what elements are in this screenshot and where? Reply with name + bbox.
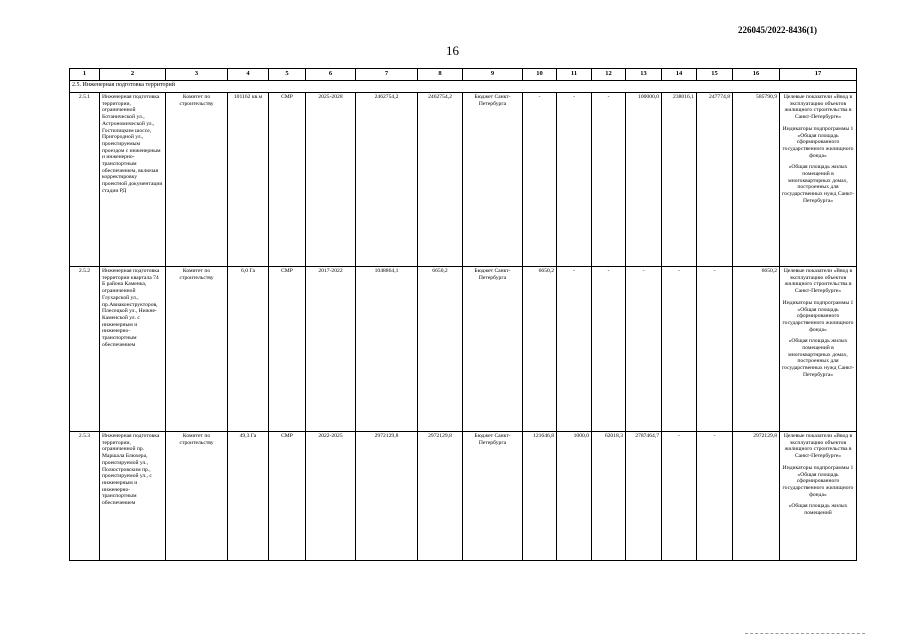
column-number: 1: [70, 69, 100, 81]
period: 2017-2022: [306, 267, 356, 432]
row-number: 2.5.2: [70, 267, 100, 432]
object-name: Инженерная подготовка территории квартала 74 Б района Каменка, ограниченной Глухарской ул., пр.Авиаконструкторов, Плесецкой ул., Нижне-Каменской ул. с инженерным и инженерно-транспортным обеспечением: [100, 267, 166, 432]
funding-source: Бюджет Санкт-Петербурга: [463, 432, 523, 561]
section-title: 2.5. Инженерная подготовка территорий: [70, 81, 857, 93]
year-value: -: [662, 432, 697, 561]
column-number: 2: [100, 69, 166, 81]
year-value: -: [697, 267, 733, 432]
year-value: 62018,3: [592, 432, 626, 561]
table-row: [70, 267, 857, 432]
column-number: 16: [733, 69, 780, 81]
indicator-text: «Общая площадь жилых помещений: [788, 503, 848, 517]
period: 2022-2025: [306, 432, 356, 561]
column-number: 15: [697, 69, 733, 81]
column-number: 5: [269, 69, 306, 81]
year-value: -: [697, 432, 733, 561]
column-number: 13: [626, 69, 662, 81]
row-total: 2972129,8: [733, 432, 780, 561]
indicator-text: Индикаторы подпрограммы 1 «Общая площадь сформированного государственного жилищного фонда»: [782, 125, 854, 159]
table-row: [70, 432, 857, 561]
year-value: 1000,0: [557, 432, 592, 561]
capacity: 49,3 Га: [228, 432, 269, 561]
capacity: 6,0 Га: [228, 267, 269, 432]
indicators: [780, 432, 857, 561]
year-value: 6650,2: [523, 267, 557, 432]
year-value: -: [592, 93, 626, 267]
year-value: -: [523, 93, 557, 267]
year-value: -: [592, 267, 626, 432]
indicator-text: Индикаторы подпрограммы 1 «Общая площадь сформированного государственного жилищного фонда»: [782, 464, 854, 498]
column-number: 6: [306, 69, 356, 81]
document-registration-number: 226045/2022-8436(1): [738, 25, 817, 35]
work-type: СМР: [269, 267, 306, 432]
column-number: 11: [557, 69, 592, 81]
column-number: 3: [166, 69, 228, 81]
executor: Комитет по строительству: [166, 93, 228, 267]
indicators: [780, 267, 857, 432]
column-number: 9: [463, 69, 523, 81]
year-value: -: [557, 267, 592, 432]
column-number: 12: [592, 69, 626, 81]
work-type: СМР: [269, 93, 306, 267]
object-name: Инженерная подготовка территории, ограниченной пр. Маршала Блюхера, проектируемой ул., Полюстровским пр., проектируемой ул., с инженерным и инженерно-транспортным обеспечением: [100, 432, 166, 561]
row-number: 2.5.3: [70, 432, 100, 561]
funding-amount: 2462754,2: [418, 93, 463, 267]
year-value: -: [626, 267, 662, 432]
year-value: 247774,8: [697, 93, 733, 267]
column-number: 7: [356, 69, 418, 81]
total-cost: 2462754,2: [356, 93, 418, 267]
year-value: 100000,0: [626, 93, 662, 267]
column-number: 8: [418, 69, 463, 81]
column-number: 14: [662, 69, 697, 81]
column-number: 4: [228, 69, 269, 81]
indicators: [780, 93, 857, 267]
indicator-text: Целевые показатели «Ввод в эксплуатацию объектов жилищного строительства в Санкт-Петербурге»: [783, 433, 853, 460]
section-row: [70, 81, 857, 93]
indicator-text: Индикаторы подпрограммы 1 «Общая площадь сформированного государственного жилищного фонда»: [782, 299, 854, 333]
year-value: 121646,8: [523, 432, 557, 561]
capacity: 101162 кв.м: [228, 93, 269, 267]
executor: Комитет по строительству: [166, 432, 228, 561]
row-total: 585790,9: [733, 93, 780, 267]
executor: Комитет по строительству: [166, 267, 228, 432]
indicator-text: «Общая площадь жилых помещений в многоквартирных домах, построенных для государственных нужд Санкт-Петербурга»: [782, 338, 855, 378]
year-value: -: [557, 93, 592, 267]
work-type: СМР: [269, 432, 306, 561]
row-number: 2.5.1: [70, 93, 100, 267]
year-value: -: [662, 267, 697, 432]
funding-source: Бюджет Санкт-Петербурга: [463, 93, 523, 267]
indicator-text: Целевые показатели «Ввод в эксплуатацию объектов жилищного строительства в Санкт-Петербурге»: [783, 268, 853, 295]
object-name: Инженерная подготовка территории, ограниченной Ботанической ул., Астрономической ул., Гостилицким шоссе, Пригородной ул., проектируемым проездом с инженерным и инженерно-транспортным обеспечением, включая корректировку проектной документации стадии РД: [100, 93, 166, 267]
indicator-text: Целевые показатели «Ввод в эксплуатацию объектов жилищного строительства в Санкт-Петербурге»: [783, 94, 853, 121]
total-cost: 1048864,1: [356, 267, 418, 432]
table-row: [70, 93, 857, 267]
column-number: 17: [780, 69, 857, 81]
funding-source: Бюджет Санкт-Петербурга: [463, 267, 523, 432]
year-value: 238016,1: [662, 93, 697, 267]
total-cost: 2972129,8: [356, 432, 418, 561]
column-number: 10: [523, 69, 557, 81]
column-number-row: [70, 69, 857, 81]
page-number: 16: [446, 43, 459, 58]
period: 2025-2028: [306, 93, 356, 267]
footer-divider: [745, 633, 865, 634]
funding-amount: 2972129,8: [418, 432, 463, 561]
program-table: [69, 68, 857, 561]
funding-amount: 6650,2: [418, 267, 463, 432]
row-total: 6650,2: [733, 267, 780, 432]
indicator-text: «Общая площадь жилых помещений в многоквартирных домах, построенных для государственных нужд Санкт-Петербурга»: [782, 164, 855, 204]
year-value: 2787464,7: [626, 432, 662, 561]
